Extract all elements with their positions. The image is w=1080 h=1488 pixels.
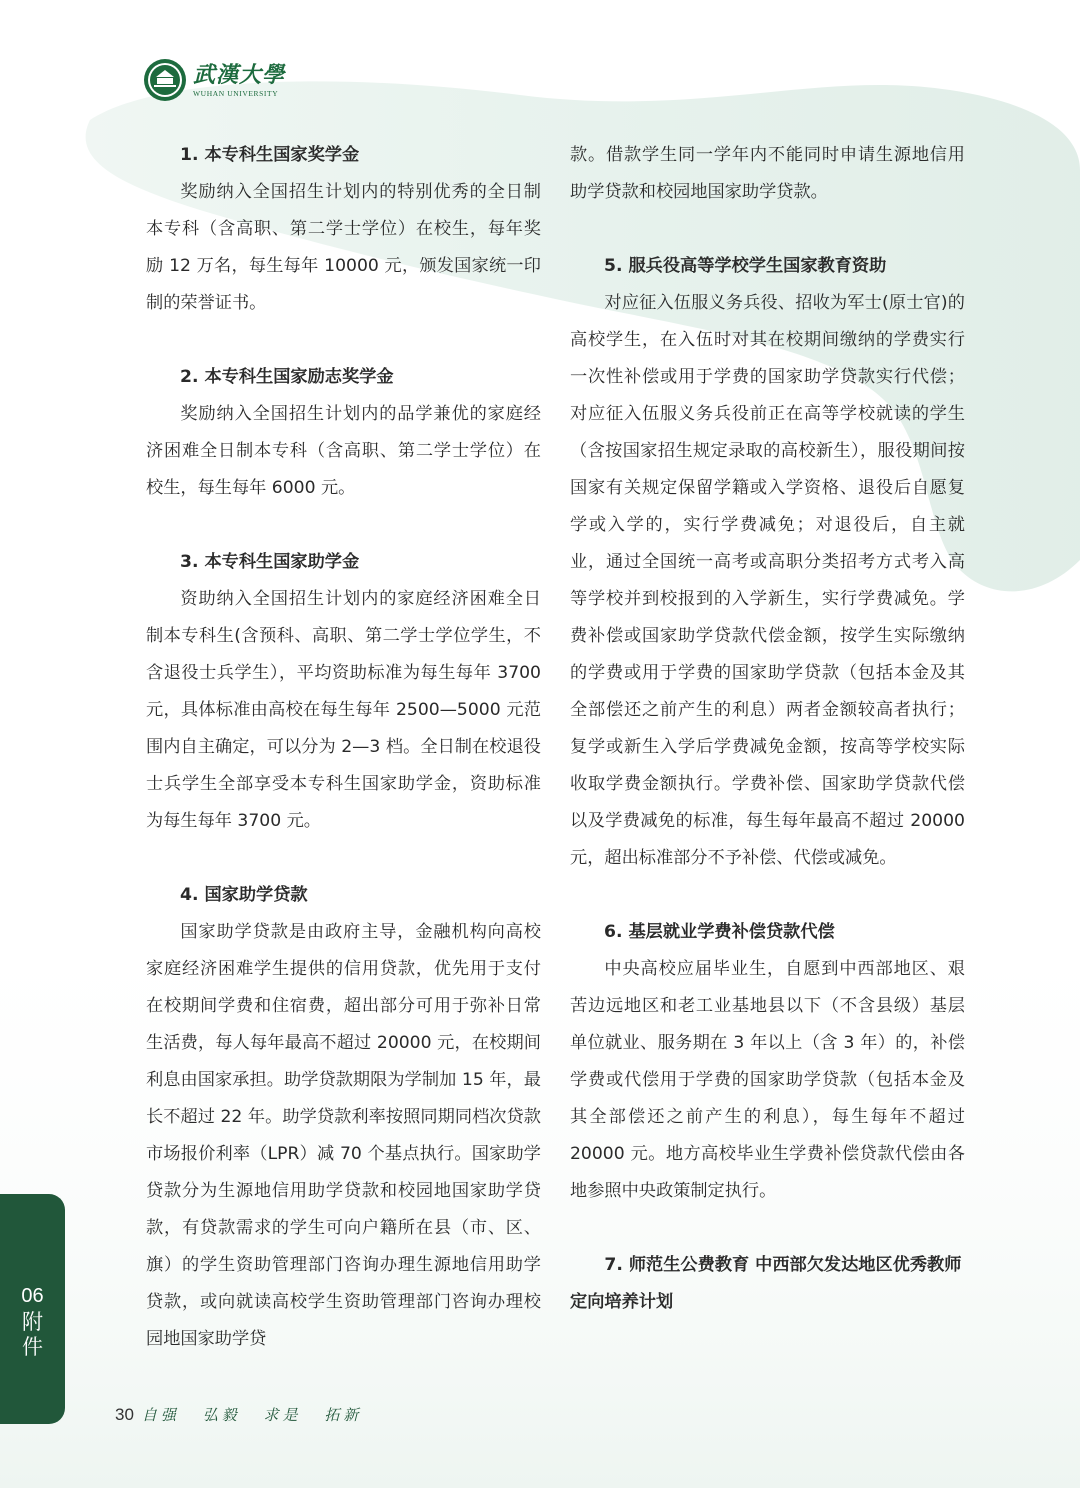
university-seal-icon (143, 58, 187, 102)
section-4-text: 国家助学贷款是由政府主导，金融机构向高校家庭经济困难学生提供的信用贷款，优先用于支付在校期间学费和住宿费，超出部分可用于弥补日常生活费，每人每年最高不超过 20000 元，在校期间利息由国家承担。助学贷款期限为学制加 15 年，最长不超过 22 年。助学贷款利率按照同期同档次贷款市场报价利率（LPR）减 70 个基点执行。国家助学贷款分为生源地信用助学贷款和校园地国家助学贷款，有贷款需求的学生可向户籍所在县（市、区、旗）的学生资助管理部门咨询办理生源地信用助学贷款，或向就读高校学生资助管理部门咨询办理校园地国家助学贷 (146, 922, 541, 1349)
motto-word: 弘毅 (202, 1406, 241, 1424)
chapter-side-tab (0, 1194, 65, 1424)
section-7-title: 7. 师范生公费教育 中西部欠发达地区优秀教师定向培养计划 (570, 1255, 962, 1312)
logo-english-name: WUHAN UNIVERSITY (193, 88, 279, 98)
section-1-title: 1. 本专科生国家奖学金 (180, 145, 360, 165)
section-6-text: 中央高校应届毕业生，自愿到中西部地区、艰苦边远地区和老工业基地县以下（不含县级）基层单位就业、服务期在 3 年以上（含 3 年）的，补偿学费或代偿用于学费的国家助学贷款（包括本金及其全部偿还之前产生的利息），每生每年不超过 20000 元。地方高校毕业生学费补偿贷款代偿由各地参照中央政策制定执行。 (570, 959, 965, 1201)
section-5-title: 5. 服兵役高等学校学生国家教育资助 (604, 256, 887, 276)
university-motto (142, 1404, 376, 1425)
university-logo (143, 58, 285, 102)
chapter-number: 06 (21, 1285, 44, 1307)
section-4-continued-text: 款。借款学生同一学年内不能同时申请生源地信用助学贷款和校园地国家助学贷款。 (570, 145, 965, 202)
section-2-text: 奖励纳入全国招生计划内的品学兼优的家庭经济困难全日制本专科（含高职、第二学士学位）在校生，每生每年 6000 元。 (146, 404, 541, 498)
section-1-text: 奖励纳入全国招生计划内的特别优秀的全日制本专科（含高职、第二学士学位）在校生，每年奖励 12 万名，每生每年 10000 元，颁发国家统一印制的荣誉证书。 (146, 182, 541, 313)
section-6-title: 6. 基层就业学费补偿贷款代偿 (604, 922, 835, 942)
motto-word: 求是 (263, 1406, 302, 1424)
motto-word: 自强 (141, 1406, 180, 1424)
chapter-label: 附件 (22, 1310, 43, 1359)
section-3-text: 资助纳入全国招生计划内的家庭经济困难全日制本专科生(含预科、高职、第二学士学位学生，不含退役士兵学生），平均资助标准为每生每年 3700 元，具体标准由高校在每生每年 2500—5000 元范围内自主确定，可以分为 2—3 档。全日制在校退役士兵学生全部享受本专科生国家助学金，资助标准为每生每年 3700 元。 (146, 589, 541, 831)
motto-word: 拓新 (324, 1406, 363, 1424)
left-column (146, 137, 541, 1358)
section-5-text: 对应征入伍服义务兵役、招收为军士(原士官)的高校学生，在入伍时对其在校期间缴纳的学费实行一次性补偿或用于学费的国家助学贷款实行代偿；对应征入伍服义务兵役前正在高等学校就读的学生（含按国家招生规定录取的高校新生），服役期间按国家有关规定保留学籍或入学资格、退役后自愿复学或入学的，实行学费减免；对退役后，自主就业，通过全国统一高考或高职分类招考方式考入高等学校并到校报到的入学新生，实行学费减免。学费补偿或国家助学贷款代偿金额，按学生实际缴纳的学费或用于学费的国家助学贷款（包括本金及其全部偿还之前产生的利息）两者金额较高者执行；复学或新生入学后学费减免金额，按高等学校实际收取学费金额执行。学费补偿、国家助学贷款代偿以及学费减免的标准，每生每年最高不超过 20000 元，超出标准部分不予补偿、代偿或减免。 (570, 293, 965, 868)
section-4-title: 4. 国家助学贷款 (180, 885, 308, 905)
section-3-title: 3. 本专科生国家助学金 (180, 552, 360, 572)
section-2-title: 2. 本专科生国家励志奖学金 (180, 367, 394, 387)
right-column (570, 137, 965, 1321)
page-number: 30 (115, 1404, 134, 1424)
logo-chinese-name: 武漢大學 (193, 61, 286, 88)
page-footer (115, 1404, 376, 1425)
